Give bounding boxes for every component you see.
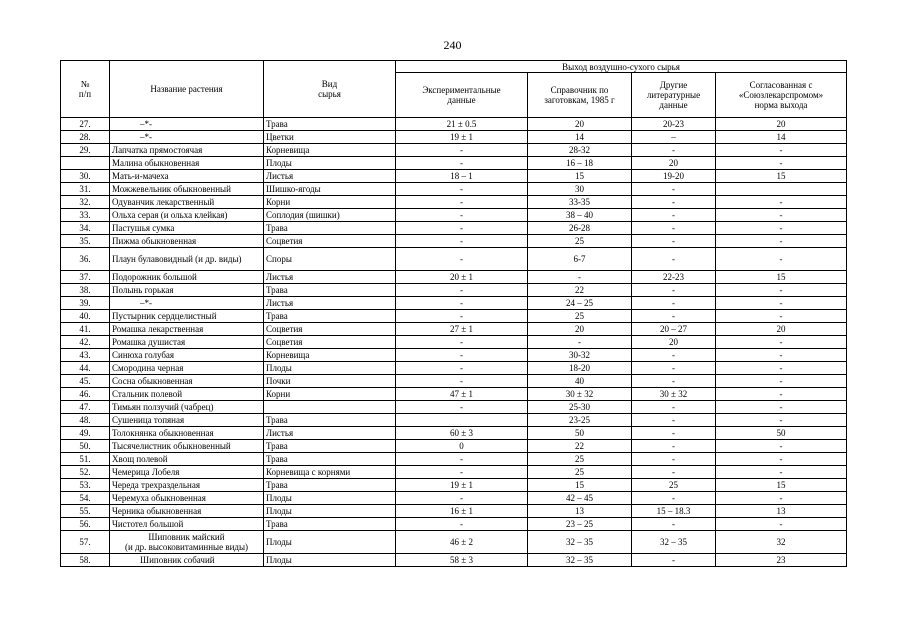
reference-value: 20 [528, 323, 632, 336]
experimental-value [396, 414, 528, 427]
row-number [61, 157, 110, 170]
reference-value: 24 – 25 [528, 297, 632, 310]
table-row [61, 453, 847, 466]
raw-material-type: Плоды [264, 505, 396, 518]
table-row [61, 362, 847, 375]
raw-material-type: Трава [264, 284, 396, 297]
reference-value: 18-20 [528, 362, 632, 375]
table-row [61, 531, 847, 554]
plant-name: Черника обыкновенная [110, 505, 264, 518]
plant-name: Сосна обыкновенная [110, 375, 264, 388]
row-number: 55. [61, 505, 110, 518]
agreed-norm-value: 20 [716, 118, 847, 131]
agreed-norm-value: - [716, 453, 847, 466]
raw-material-type: Трава [264, 310, 396, 323]
reference-value: 16 – 18 [528, 157, 632, 170]
literature-value: - [632, 518, 716, 531]
table-row [61, 323, 847, 336]
raw-material-type: Трава [264, 118, 396, 131]
experimental-value: - [396, 183, 528, 196]
raw-material-type: Трава [264, 518, 396, 531]
experimental-value: - [396, 144, 528, 157]
reference-value: 13 [528, 505, 632, 518]
experimental-value: 19 ± 1 [396, 479, 528, 492]
experimental-value: 47 ± 1 [396, 388, 528, 401]
raw-material-type: Почки [264, 375, 396, 388]
row-number: 50. [61, 440, 110, 453]
reference-value: 30 [528, 183, 632, 196]
header-other-literature: Другие литературные данные [632, 73, 716, 118]
agreed-norm-value: 14 [716, 131, 847, 144]
experimental-value: 27 ± 1 [396, 323, 528, 336]
reference-value: 32 – 35 [528, 531, 632, 554]
experimental-value: 46 ± 2 [396, 531, 528, 554]
reference-value: 28-32 [528, 144, 632, 157]
plant-name: Смородина черная [110, 362, 264, 375]
table-row [61, 310, 847, 323]
experimental-value: - [396, 349, 528, 362]
plant-name: Хвощ полевой [110, 453, 264, 466]
reference-value: 25 [528, 310, 632, 323]
raw-material-type: Трава [264, 453, 396, 466]
literature-value: - [632, 349, 716, 362]
agreed-norm-value: - [716, 336, 847, 349]
header-plant-name: Название растения [110, 61, 264, 118]
agreed-norm-value: - [716, 248, 847, 271]
plant-name: Малина обыкновенная [110, 157, 264, 170]
reference-value: 15 [528, 479, 632, 492]
row-number: 52. [61, 466, 110, 479]
plant-name: Тимьян ползучий (чабрец) [110, 401, 264, 414]
experimental-value: 0 [396, 440, 528, 453]
experimental-value: - [396, 466, 528, 479]
reference-value: 22 [528, 284, 632, 297]
agreed-norm-value [716, 183, 847, 196]
row-number: 35. [61, 235, 110, 248]
row-number: 49. [61, 427, 110, 440]
raw-material-type: Листья [264, 297, 396, 310]
plant-name: Толокнянка обыкновенная [110, 427, 264, 440]
literature-value: - [632, 222, 716, 235]
table-row [61, 492, 847, 505]
plant-name: Мать-и-мачеха [110, 170, 264, 183]
agreed-norm-value: 13 [716, 505, 847, 518]
reference-value: 25-30 [528, 401, 632, 414]
experimental-value: - [396, 362, 528, 375]
literature-value: - [632, 492, 716, 505]
raw-material-type: Цветки [264, 131, 396, 144]
reference-value: 40 [528, 375, 632, 388]
row-number: 32. [61, 196, 110, 209]
experimental-value: - [396, 492, 528, 505]
raw-material-type: Трава [264, 222, 396, 235]
raw-material-type: Соплодия (шишки) [264, 209, 396, 222]
literature-value: 20 – 27 [632, 323, 716, 336]
row-number: 53. [61, 479, 110, 492]
experimental-value: - [396, 222, 528, 235]
reference-value: 25 [528, 235, 632, 248]
literature-value: - [632, 427, 716, 440]
reference-value: 20 [528, 118, 632, 131]
raw-material-type: Листья [264, 170, 396, 183]
experimental-value: - [396, 375, 528, 388]
experimental-value: 20 ± 1 [396, 271, 528, 284]
table-row [61, 131, 847, 144]
row-number: 38. [61, 284, 110, 297]
plant-name: Можжевельник обыкновенный [110, 183, 264, 196]
experimental-value: - [396, 336, 528, 349]
experimental-value: 16 ± 1 [396, 505, 528, 518]
plant-name: Сушеница топяная [110, 414, 264, 427]
agreed-norm-value: - [716, 144, 847, 157]
row-number: 40. [61, 310, 110, 323]
literature-value: 32 – 35 [632, 531, 716, 554]
raw-material-type: Трава [264, 479, 396, 492]
plant-name: Лапчатка прямостоячая [110, 144, 264, 157]
literature-value: - [632, 183, 716, 196]
raw-material-type: Листья [264, 427, 396, 440]
experimental-value: 19 ± 1 [396, 131, 528, 144]
table-row [61, 196, 847, 209]
raw-material-type: Соцветия [264, 336, 396, 349]
plant-name: Ромашка душистая [110, 336, 264, 349]
row-number: 43. [61, 349, 110, 362]
row-number: 29. [61, 144, 110, 157]
table-row [61, 336, 847, 349]
literature-value: 20 [632, 157, 716, 170]
raw-material-type: Соцветия [264, 323, 396, 336]
plant-name: Пустырник сердцелистный [110, 310, 264, 323]
literature-value: - [632, 235, 716, 248]
plant-name: Ромашка лекарственная [110, 323, 264, 336]
experimental-value: - [396, 157, 528, 170]
row-number: 44. [61, 362, 110, 375]
plant-name: Пижма обыкновенная [110, 235, 264, 248]
literature-value: - [632, 466, 716, 479]
raw-material-type: Корневища [264, 349, 396, 362]
agreed-norm-value: - [716, 284, 847, 297]
agreed-norm-value: - [716, 209, 847, 222]
experimental-value: - [396, 401, 528, 414]
agreed-norm-value: - [716, 440, 847, 453]
experimental-value: - [396, 284, 528, 297]
plant-name: Синюха голубая [110, 349, 264, 362]
reference-value: 14 [528, 131, 632, 144]
literature-value: - [632, 209, 716, 222]
plant-name: Шиповник майский (и др. высоковитаминные виды) [110, 531, 264, 554]
table-row [61, 479, 847, 492]
agreed-norm-value: - [716, 375, 847, 388]
row-number: 48. [61, 414, 110, 427]
experimental-value: - [396, 453, 528, 466]
experimental-value: 21 ± 0.5 [396, 118, 528, 131]
row-number: 33. [61, 209, 110, 222]
literature-value: - [632, 453, 716, 466]
reference-value: 30-32 [528, 349, 632, 362]
header-yield-group: Выход воздушно-сухого сырья [396, 61, 847, 73]
literature-value: 20-23 [632, 118, 716, 131]
reference-value: 30 ± 32 [528, 388, 632, 401]
literature-value: – [632, 131, 716, 144]
raw-material-type [264, 401, 396, 414]
literature-value: - [632, 362, 716, 375]
experimental-value: - [396, 518, 528, 531]
agreed-norm-value: - [716, 401, 847, 414]
raw-material-type: Корни [264, 196, 396, 209]
agreed-norm-value: - [716, 297, 847, 310]
raw-material-type: Плоды [264, 531, 396, 554]
plant-name: Черемуха обыкновенная [110, 492, 264, 505]
plant-name: Чистотел большой [110, 518, 264, 531]
agreed-norm-value: - [716, 492, 847, 505]
agreed-norm-value: - [716, 518, 847, 531]
raw-material-type: Плоды [264, 554, 396, 567]
literature-value: 15 – 18.3 [632, 505, 716, 518]
header-agreed-norm: Согласованная с «Союзлекарспромом» норма выхода [716, 73, 847, 118]
row-number: 58. [61, 554, 110, 567]
literature-value: - [632, 297, 716, 310]
table-row [61, 375, 847, 388]
reference-value: 42 – 45 [528, 492, 632, 505]
row-number: 41. [61, 323, 110, 336]
literature-value: - [632, 554, 716, 567]
header-raw-type: Вид сырья [264, 61, 396, 118]
page-number: 240 [443, 38, 462, 52]
literature-value: 20 [632, 336, 716, 349]
raw-material-type: Соцветия [264, 235, 396, 248]
row-number: 30. [61, 170, 110, 183]
table-row [61, 144, 847, 157]
experimental-value: - [396, 196, 528, 209]
header-num: № п/п [61, 61, 110, 118]
row-number: 51. [61, 453, 110, 466]
header-reference: Справочник по заготовкам, 1985 г [528, 73, 632, 118]
literature-value: - [632, 310, 716, 323]
agreed-norm-value: - [716, 310, 847, 323]
reference-value: 38 – 40 [528, 209, 632, 222]
literature-value: 19-20 [632, 170, 716, 183]
raw-material-type: Трава [264, 440, 396, 453]
row-number: 28. [61, 131, 110, 144]
table-row [61, 183, 847, 196]
reference-value: - [528, 271, 632, 284]
table-row [61, 118, 847, 131]
agreed-norm-value: - [716, 349, 847, 362]
plant-yield-table [60, 60, 847, 567]
raw-material-type: Плоды [264, 157, 396, 170]
reference-value: - [528, 336, 632, 349]
table-row [61, 518, 847, 531]
experimental-value: 60 ± 3 [396, 427, 528, 440]
row-number: 39. [61, 297, 110, 310]
agreed-norm-value: 32 [716, 531, 847, 554]
plant-name: –*- [110, 297, 264, 310]
plant-name: Пастушья сумка [110, 222, 264, 235]
plant-name: Подорожник большой [110, 271, 264, 284]
experimental-value: 58 ± 3 [396, 554, 528, 567]
experimental-value: - [396, 209, 528, 222]
raw-material-type: Споры [264, 248, 396, 271]
literature-value: 25 [632, 479, 716, 492]
raw-material-type: Шишко-ягоды [264, 183, 396, 196]
literature-value: 22-23 [632, 271, 716, 284]
reference-value: 6-7 [528, 248, 632, 271]
reference-value: 23-25 [528, 414, 632, 427]
raw-material-type: Трава [264, 414, 396, 427]
reference-value: 26-28 [528, 222, 632, 235]
reference-value: 22 [528, 440, 632, 453]
table-row [61, 271, 847, 284]
raw-material-type: Листья [264, 271, 396, 284]
table-row [61, 401, 847, 414]
literature-value: - [632, 144, 716, 157]
raw-material-type: Корневища с корнями [264, 466, 396, 479]
experimental-value: - [396, 310, 528, 323]
plant-name: –*- [110, 131, 264, 144]
row-number: 34. [61, 222, 110, 235]
experimental-value: - [396, 235, 528, 248]
plant-name: –*- [110, 118, 264, 131]
raw-material-type: Плоды [264, 492, 396, 505]
header-experimental: Экспериментальные данные [396, 73, 528, 118]
table-row [61, 157, 847, 170]
plant-name: Плаун булавовидный (и др. виды) [110, 248, 264, 271]
table-row [61, 505, 847, 518]
raw-material-type: Корни [264, 388, 396, 401]
table-row [61, 248, 847, 271]
agreed-norm-value: - [716, 466, 847, 479]
table-row [61, 235, 847, 248]
row-number: 56. [61, 518, 110, 531]
row-number: 27. [61, 118, 110, 131]
row-number: 45. [61, 375, 110, 388]
agreed-norm-value: - [716, 235, 847, 248]
table-row [61, 554, 847, 567]
literature-value: - [632, 375, 716, 388]
table-body [61, 118, 847, 567]
literature-value: 30 ± 32 [632, 388, 716, 401]
agreed-norm-value: 20 [716, 323, 847, 336]
table-row [61, 209, 847, 222]
literature-value: - [632, 401, 716, 414]
experimental-value: - [396, 248, 528, 271]
plant-name: Стальник полевой [110, 388, 264, 401]
literature-value: - [632, 196, 716, 209]
reference-value: 25 [528, 453, 632, 466]
row-number: 57. [61, 531, 110, 554]
literature-value: - [632, 414, 716, 427]
table-row [61, 222, 847, 235]
agreed-norm-value: 15 [716, 170, 847, 183]
plant-name: Ольха серая (и ольха клейкая) [110, 209, 264, 222]
agreed-norm-value: - [716, 157, 847, 170]
plant-name: Чемерица Лобеля [110, 466, 264, 479]
reference-value: 15 [528, 170, 632, 183]
table-row [61, 297, 847, 310]
plant-name: Одуванчик лекарственный [110, 196, 264, 209]
raw-material-type: Корневища [264, 144, 396, 157]
literature-value: - [632, 248, 716, 271]
reference-value: 50 [528, 427, 632, 440]
row-number: 42. [61, 336, 110, 349]
literature-value: - [632, 440, 716, 453]
agreed-norm-value: 15 [716, 271, 847, 284]
table-row [61, 427, 847, 440]
row-number: 46. [61, 388, 110, 401]
agreed-norm-value: - [716, 222, 847, 235]
table-row [61, 440, 847, 453]
table-row [61, 388, 847, 401]
agreed-norm-value: - [716, 196, 847, 209]
raw-material-type: Плоды [264, 362, 396, 375]
row-number: 31. [61, 183, 110, 196]
agreed-norm-value: 15 [716, 479, 847, 492]
agreed-norm-value: - [716, 362, 847, 375]
table-row [61, 349, 847, 362]
row-number: 54. [61, 492, 110, 505]
reference-value: 25 [528, 466, 632, 479]
agreed-norm-value: 50 [716, 427, 847, 440]
row-number: 36. [61, 248, 110, 271]
literature-value: - [632, 284, 716, 297]
table-row [61, 170, 847, 183]
plant-name: Череда трехраздельная [110, 479, 264, 492]
table-row [61, 284, 847, 297]
plant-name: Шиповник собачий [110, 554, 264, 567]
row-number: 37. [61, 271, 110, 284]
reference-value: 23 – 25 [528, 518, 632, 531]
agreed-norm-value: - [716, 388, 847, 401]
experimental-value: 18 – 1 [396, 170, 528, 183]
plant-name: Полынь горькая [110, 284, 264, 297]
table-row [61, 466, 847, 479]
table-row [61, 414, 847, 427]
reference-value: 32 – 35 [528, 554, 632, 567]
reference-value: 33-35 [528, 196, 632, 209]
row-number: 47. [61, 401, 110, 414]
experimental-value: - [396, 297, 528, 310]
agreed-norm-value: - [716, 414, 847, 427]
agreed-norm-value: 23 [716, 554, 847, 567]
plant-name: Тысячелистник обыкновенный [110, 440, 264, 453]
